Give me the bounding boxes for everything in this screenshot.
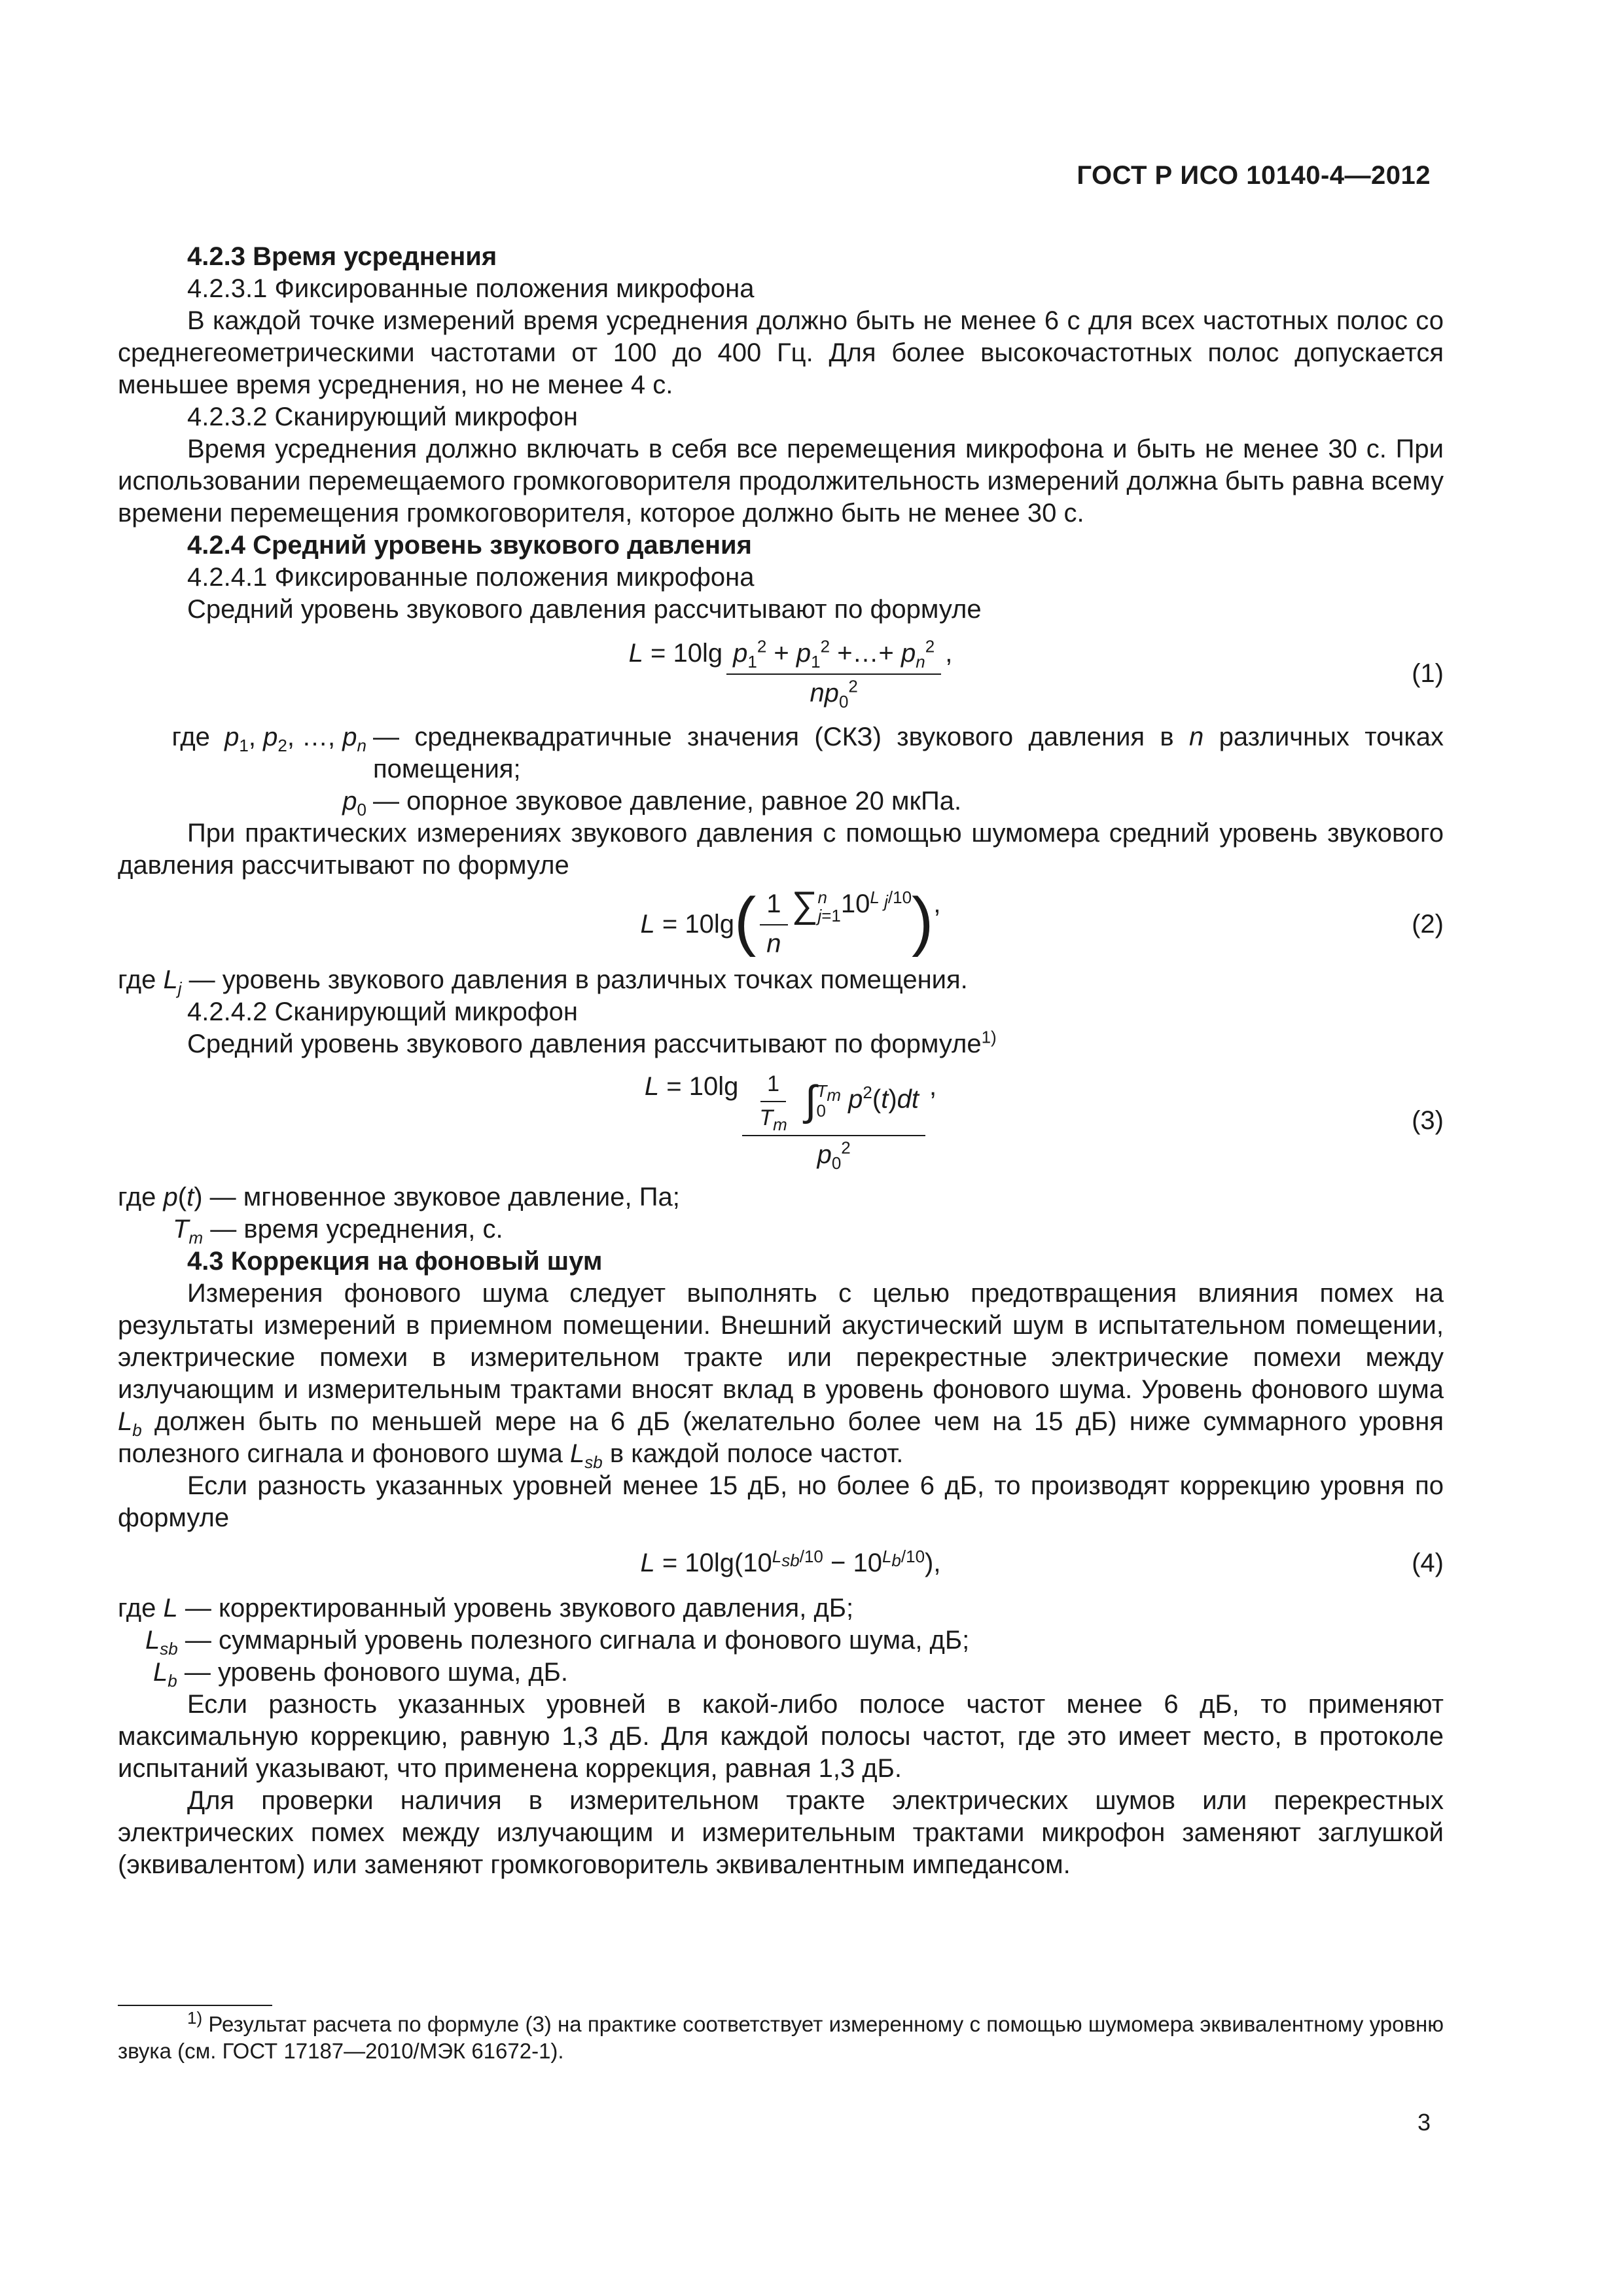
section-heading-4-2-3: 4.2.3 Время усреднения bbox=[187, 242, 497, 271]
subsection-4-2-4-2: 4.2.4.2 Сканирующий микрофон bbox=[187, 997, 578, 1026]
standard-designation: ГОСТ Р ИСО 10140-4—2012 bbox=[1077, 161, 1431, 190]
definition-L: где L — корректированный уровень звукового давления, дБ; bbox=[118, 1594, 854, 1623]
footnote-ref: 1) bbox=[981, 1027, 997, 1047]
formula-4 bbox=[118, 1547, 1444, 1579]
body-text bbox=[118, 241, 1444, 1881]
formula-3 bbox=[118, 1071, 1444, 1171]
variable-n: n bbox=[1189, 723, 1204, 751]
formula-1-body: L = 10lg $\frac{p_1^2 + p_1^2 +\dots+ p_n^2}{np_0^2}$ , bbox=[628, 636, 953, 711]
paragraph: Для проверки наличия в измерительном тракте электрических шумов или перекрестных электрических помех между излучающим и измерительным трактами микрофон заменяют заглушкой (эквивалентом) или заменяют громкоговоритель эквивалентным импедансом. bbox=[118, 1786, 1444, 1879]
page-number: 3 bbox=[1417, 2109, 1431, 2136]
equation-number: (3) bbox=[1412, 1106, 1444, 1135]
subsection-4-2-4-1: 4.2.4.1 Фиксированные положения микрофона bbox=[187, 563, 755, 592]
paragraph: При практических измерениях звукового давления с помощью шумомера средний уровень звукового давления рассчитывают по формуле bbox=[118, 819, 1444, 880]
definition-pt: где p(t) — мгновенное звуковое давление, Па; bbox=[118, 1183, 680, 1211]
footnote-mark: 1) bbox=[187, 2008, 203, 2028]
paragraph: Средний уровень звукового давления рассчитывают по формуле$^{1)}$ bbox=[187, 1027, 997, 1058]
formula-2-body: L = 10lg ( $\frac{1}{n}$ ∑ n j=1 $10^{L _j/10}$ ) , bbox=[640, 884, 941, 958]
formula-2 bbox=[118, 884, 1444, 960]
definition-Lsb: $L_{sb}$ — суммарный уровень полезного сигнала и фонового шума, дБ; bbox=[145, 1626, 970, 1659]
subsection-4-2-3-2: 4.2.3.2 Сканирующий микрофон bbox=[187, 403, 578, 431]
footnote-separator bbox=[118, 2005, 272, 2006]
section-heading-4-2-4: 4.2.4 Средний уровень звукового давления bbox=[187, 531, 752, 560]
definition-text: — среднеквадратичные значения (СКЗ) звукового давления в bbox=[373, 723, 1174, 751]
paragraph: Время усреднения должно включать в себя все перемещения микрофона и быть не менее 30 с. При использовании перемещаемого громкоговорителя продолжительность измерений должна быть равна всему времени перемещения громкоговорителя, которое должно быть не менее 30 с. bbox=[118, 435, 1444, 528]
paragraph: Измерения фонового шума следует выполнять с целью предотвращения влияния помех на результаты измерений в приемном помещении. Внешний акустический шум в испытательном помещении, электрические помехи в измерительном тракте или перекрестные электрические помехи между излучающим и измерительным трактами вносят вклад в уровень фонового шума. Уровень фонового шума $L_b$ должен быть по меньшей мере на 6 дБ (желательно более чем на 15 дБ) ниже суммарного уровня полезного сигнала и фонового шума $L_{sb}$ в каждой полосе частот. bbox=[118, 1279, 1444, 1472]
paragraph: Если разность указанных уровней менее 15 дБ, но более 6 дБ, то производят коррекцию уровня по формуле bbox=[118, 1471, 1444, 1532]
definition-text: различных точках помещения; bbox=[373, 723, 1444, 783]
equation-number: (1) bbox=[1412, 658, 1444, 688]
definition-Lj: где $L_j$ — уровень звукового давления в различных точках помещения. bbox=[118, 965, 968, 998]
footnote-text: Результат расчета по формуле (3) на практике соответствует измеренному с помощью шумомера эквивалентному уровню звука (см. ГОСТ 17187—2010/МЭК 61672-1). bbox=[118, 2012, 1444, 2063]
footnote bbox=[118, 2008, 1444, 2064]
formula-1 bbox=[118, 637, 1444, 709]
subsection-4-2-3-1: 4.2.3.1 Фиксированные положения микрофона bbox=[187, 274, 755, 303]
definition-Lb: $L_b$ — уровень фонового шума, дБ. bbox=[153, 1658, 569, 1691]
where-word: где bbox=[171, 723, 210, 751]
definition-Tm: $T_m$ — время усреднения, с. bbox=[173, 1215, 503, 1247]
paragraph: Если разность указанных уровней в какой-либо полосе частот менее 6 дБ, то применяют максимальную коррекцию, равную 1,3 дБ. Для каждой полосы частот, где это имеет место, в протоколе испытаний указывают, что применена коррекция, равная 1,3 дБ. bbox=[118, 1690, 1444, 1783]
equation-number: (2) bbox=[1412, 909, 1444, 939]
definition-text: — опорное звуковое давление, равное 20 мкПа. bbox=[373, 787, 962, 816]
formula-4-body: $L = 10\lg(10^{L_{sb}/10} - 10^{L_b/10})$, bbox=[640, 1546, 941, 1577]
formula-3-body: L = 10lg $\frac{1}{T_m}$ ∫ $T_m$ 0 $p^2(t)dt$ $p_0^2$ , bbox=[644, 1071, 937, 1173]
section-heading-4-3: 4.3 Коррекция на фоновый шум bbox=[187, 1247, 603, 1276]
paragraph: Средний уровень звукового давления рассчитывают по формуле bbox=[187, 595, 982, 624]
definitions-1: где $p_1$, $p_2$, …, $p_n$ — среднеквадратичные значения (СКЗ) звукового давления в n различных точках помещения; $p_0$ — опорное звуковое давление, равное 20 мкПа. bbox=[171, 723, 1444, 819]
equation-number: (4) bbox=[1412, 1549, 1444, 1577]
paragraph: В каждой точке измерений время усреднения должно быть не менее 6 с для всех частотных полос со среднегеометрическими частотами от 100 до 400 Гц. Для более высокочастотных полос допускается меньшее время усреднения, но не менее 4 с. bbox=[118, 306, 1444, 399]
